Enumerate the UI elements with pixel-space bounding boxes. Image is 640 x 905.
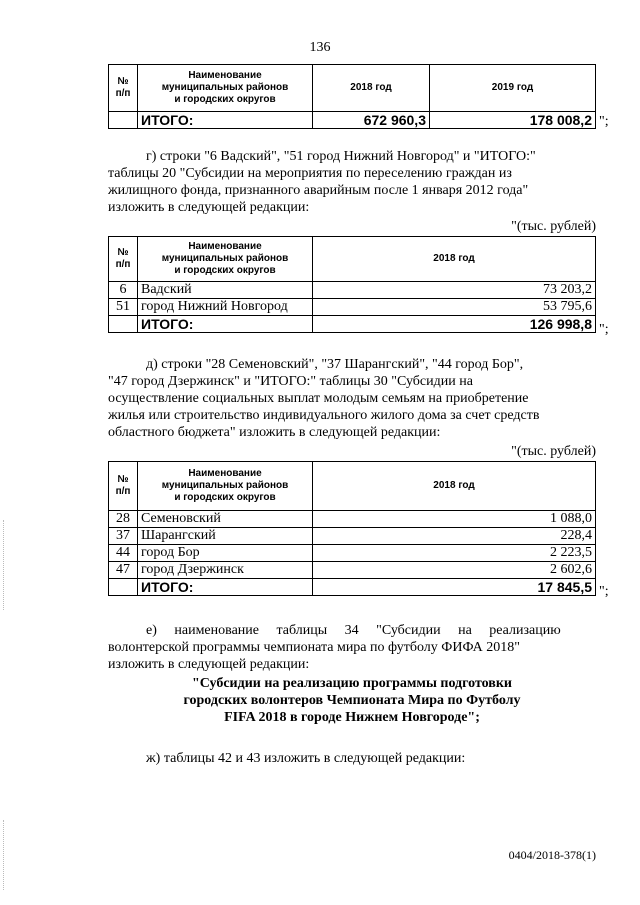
- header-num: № п/п: [109, 462, 138, 511]
- header-name: Наименование муниципальных районов и городских округов: [138, 65, 313, 112]
- unit-label-2: "(тыс. рублей): [511, 444, 596, 459]
- table-1-total-row: [109, 112, 596, 129]
- table-2-total-row: ИТОГО: 126 998,8: [109, 316, 596, 333]
- header-2018: 2018 год: [313, 65, 430, 112]
- paragraph-zh: ж) таблицы 42 и 43 изложить в следующей редакции:: [146, 751, 466, 766]
- table-3-closing-quote: ";: [599, 584, 609, 599]
- paragraph-g: г) строки "6 Вадский", "51 город Нижний Новгород" и "ИТОГО:" таблицы 20 "Субсидии на мероприятия по переселению граждан из жилищного фонда, признанного аварийным после 1 января 2012 года" изложить в следующей редакции:: [108, 149, 536, 215]
- scan-edge-mark: [3, 520, 6, 610]
- table-1: [108, 64, 596, 129]
- table-3-total-row: ИТОГО: 17 845,5: [109, 579, 596, 596]
- table-3: [108, 461, 596, 596]
- table-1-header-row: [109, 65, 596, 112]
- total-2019: 178 008,2: [430, 112, 596, 129]
- table-3-header-row: [109, 462, 596, 511]
- new-table-title: "Субсидии на реализацию программы подготовки городских волонтеров Чемпионата Мира по Футболу FIFA 2018 в городе Нижнем Новгороде";: [183, 676, 521, 725]
- page-number: 136: [309, 40, 331, 55]
- paragraph-d: д) строки "28 Семеновский", "37 Шарангский", "44 город Бор", "47 город Дзержинск" и "ИТОГО:" таблицы 30 "Субсидии на осуществление социальных выплат молодым семьям на приобретение жилья или строительство индивидуального жилого дома за счет средств областного бюджета" изложить в следующей редакции:: [108, 357, 540, 440]
- header-name: Наименование муниципальных районов и городских округов: [138, 237, 313, 282]
- table-2-closing-quote: ";: [599, 322, 609, 337]
- table-row: 28 Семеновский 1 088,0: [109, 511, 596, 528]
- table-1-closing-quote: ";: [599, 114, 609, 129]
- header-num: № п/п: [109, 237, 138, 282]
- paragraph-e: е) наименование таблицы 34 "Субсидии на реализацию волонтерской программы чемпионата мира по футболу ФИФА 2018" изложить в следующей редакции:: [108, 623, 561, 672]
- header-num: № п/п: [109, 65, 138, 112]
- header-2018: 2018 год: [313, 237, 596, 282]
- table-row: 47 город Дзержинск 2 602,6: [109, 562, 596, 579]
- table-row: 44 город Бор 2 223,5: [109, 545, 596, 562]
- table-2: [108, 236, 596, 333]
- header-2019: 2019 год: [430, 65, 596, 112]
- unit-label: "(тыс. рублей): [511, 219, 596, 234]
- table-2-header-row: [109, 237, 596, 282]
- scan-edge-mark: [3, 820, 6, 890]
- total-2018: 672 960,3: [313, 112, 430, 129]
- total-label: ИТОГО:: [138, 112, 313, 129]
- document-code: 0404/2018-378(1): [508, 848, 596, 862]
- header-name: Наименование муниципальных районов и городских округов: [138, 462, 313, 511]
- header-2018: 2018 год: [313, 462, 596, 511]
- table-row: 37 Шарангский 228,4: [109, 528, 596, 545]
- table-row: 51 город Нижний Новгород 53 795,6: [109, 299, 596, 316]
- table-row: 6 Вадский 73 203,2: [109, 282, 596, 299]
